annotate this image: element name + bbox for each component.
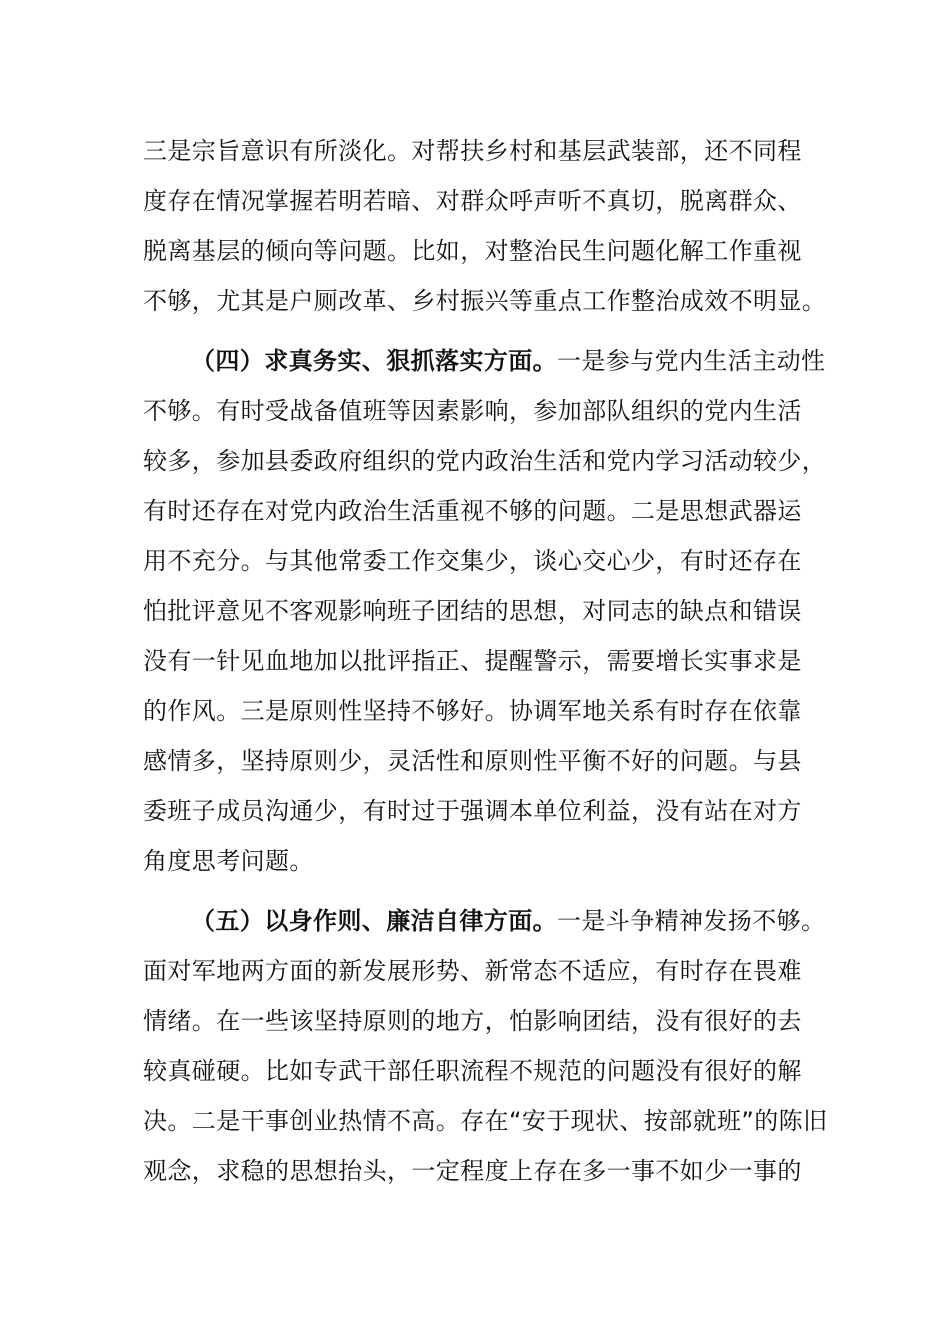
paragraph-line: 较多，参加县委政府组织的党内政治生活和党内学习活动较少， (143, 447, 827, 475)
paragraph-line: 感情多，坚持原则少，灵活性和原则性平衡不好的问题。与县 (143, 747, 802, 775)
paragraph-line: 不够，尤其是户厕改革、乡村振兴等重点工作整治成效不明显。 (143, 287, 827, 315)
paragraph-1 (143, 126, 833, 326)
paragraph-line: 三是宗旨意识有所淡化。对帮扶乡村和基层武装部，还不同程 (143, 137, 802, 165)
paragraph-first-line (143, 896, 833, 946)
paragraph-text: 一是参与党内生活主动性 (557, 347, 826, 375)
paragraph-line: 观念，求稳的思想抬头，一定程度上存在多一事不如少一事的 (143, 1157, 802, 1185)
paragraph-line: 不够。有时受战备值班等因素影响，参加部队组织的党内生活 (143, 397, 802, 425)
section-heading: （四）求真务实、狠抓落实方面。 (191, 347, 557, 375)
paragraph-line: 度存在情况掌握若明若暗、对群众呼声听不真切，脱离群众、 (143, 187, 802, 215)
paragraph-line: 怕批评意见不客观影响班子团结的思想，对同志的缺点和错误 (143, 597, 802, 625)
paragraph-first-line (143, 336, 833, 386)
paragraph-2 (143, 336, 833, 886)
paragraph-line: 决。二是干事创业热情不高。存在“安于现状、按部就班”的陈旧 (143, 1107, 828, 1135)
paragraph-line: 较真碰硬。比如专武干部任职流程不规范的问题没有很好的解 (143, 1057, 802, 1085)
paragraph-line: 有时还存在对党内政治生活重视不够的问题。二是思想武器运 (143, 497, 802, 525)
paragraph-line: 用不充分。与其他常委工作交集少，谈心交心少，有时还存在 (143, 547, 802, 575)
paragraph-line: 角度思考问题。 (143, 847, 314, 875)
paragraph-line: 没有一针见血地加以批评指正、提醒警示，需要增长实事求是 (143, 647, 802, 675)
paragraph-line: 脱离基层的倾向等问题。比如，对整治民生问题化解工作重视 (143, 237, 802, 265)
paragraph-text: 一是斗争精神发扬不够。 (557, 907, 826, 935)
paragraph-line: 的作风。三是原则性坚持不够好。协调军地关系有时存在依靠 (143, 697, 802, 725)
paragraph-line: 情绪。在一些该坚持原则的地方，怕影响团结，没有很好的去 (143, 1007, 802, 1035)
paragraph-line: 委班子成员沟通少，有时过于强调本单位利益，没有站在对方 (143, 797, 802, 825)
paragraph-3 (143, 896, 833, 1196)
paragraph-line: 面对军地两方面的新发展形势、新常态不适应，有时存在畏难 (143, 957, 802, 985)
section-heading: （五）以身作则、廉洁自律方面。 (191, 907, 557, 935)
